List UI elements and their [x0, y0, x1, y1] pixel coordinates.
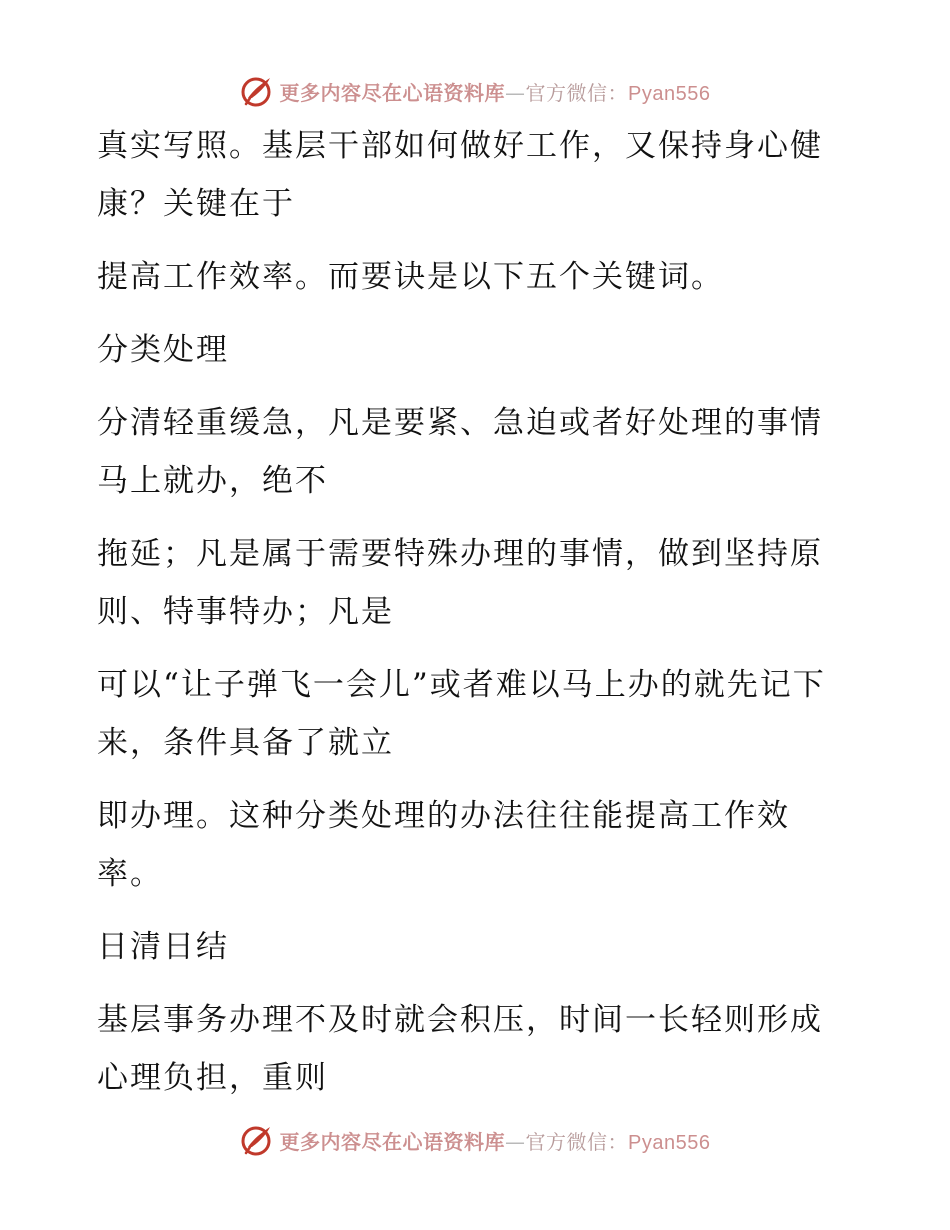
watermark-main: 更多内容尽在心语资料库 [279, 1129, 506, 1154]
watermark-text [280, 1126, 711, 1155]
paragraph: 分清轻重缓急，凡是要紧、急迫或者好处理的事情马上就办，绝不 [97, 405, 823, 499]
header-watermark [0, 71, 950, 111]
watermark-text [280, 77, 711, 106]
paragraph: 拖延；凡是属于需要特殊办理的事情，做到坚持原则、特事特办；凡是 [97, 536, 823, 630]
watermark-main: 更多内容尽在心语资料库 [279, 80, 506, 105]
paragraph: 可以“让子弹飞一会儿”或者难以马上办的就先记下来，条件具备了就立 [97, 667, 826, 761]
footer-watermark [0, 1120, 950, 1160]
watermark-sub: 官方微信： [525, 1129, 629, 1154]
paragraph: 提高工作效率。而要诀是以下五个关键词。 [97, 259, 724, 295]
watermark-dash: — [505, 80, 526, 105]
paragraph: 即办理。这种分类处理的办法往往能提高工作效率。 [97, 798, 790, 892]
section-heading: 分类处理 [97, 332, 229, 368]
paragraph: 真实写照。基层干部如何做好工作，又保持身心健康？关键在于 [97, 128, 823, 222]
watermark-id: Pyan556 [628, 82, 711, 105]
document-body [97, 117, 837, 1107]
quill-pen-seal-icon [240, 74, 274, 108]
watermark-sub: 官方微信： [525, 80, 629, 105]
quill-pen-seal-icon [240, 1123, 274, 1157]
paragraph: 基层事务办理不及时就会积压，时间一长轻则形成心理负担，重则 [97, 1002, 823, 1096]
watermark-id: Pyan556 [628, 1131, 711, 1154]
section-heading: 日清日结 [97, 929, 229, 965]
watermark-dash: — [505, 1129, 526, 1154]
